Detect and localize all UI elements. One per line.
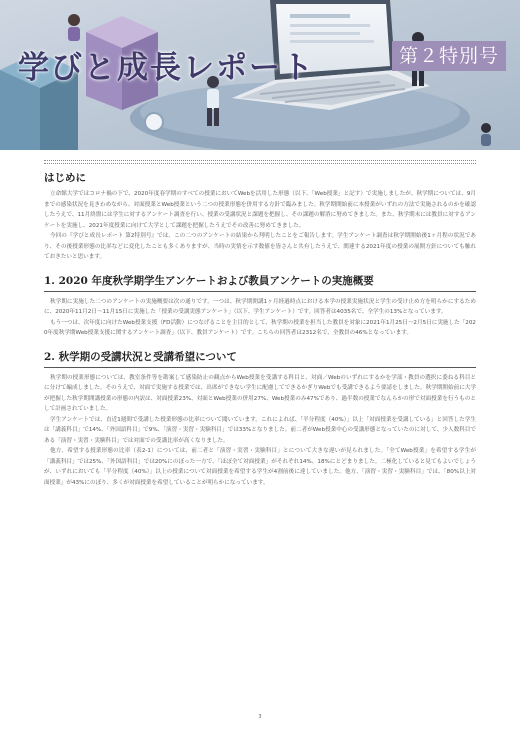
- intro-paragraph-1: 立命館大学ではコロナ禍の下で、2020年度春学期のすべての授業においてWebを活用した形態（以下、「Web授業」と記す）で実施しましたが、秋学期については、9月までの感染状況を見きわめながら、対面授業とWeb授業という二つの授業形態を併用する方針で臨みました。秋学期開始前に本授業がいずれの方法で実施されるのかを確認したうえで、11月終盤には学生に対するアンケート調査を行い、授業の受講状況と課題を把握し、その課題の解消に努めてきました。また、秋学期末には教員に対するアンケートを実施し、2021年度授業に向けて大学として課題を把握したうえでその改善に努めてきました。: [44, 191, 476, 229]
- section-2-paragraph-2: 学生アンケートでは、直近1週間で受講した授業形態の比率について聞いています。これによれば、「半分程度（40%）」以上「対面授業を受講している」と回答した学生は「講義科目」で14%、「外国語科目」で9%、「演習・実習・実験科目」では33%となりました。前二者がWeb授業中心の受講形態となっていたのに対して、少人数科目である「演習・実習・実験科目」では対面での受講比率が高くなりました。: [44, 416, 476, 444]
- report-title: 学びと成長レポート: [18, 50, 315, 86]
- intro-paragraph-2: 今回の『学びと成長レポート 第2特別号』では、この二つのアンケートの結果から判明したことをご報告します。学生アンケート調査は秋学期開始後1ヶ月程の状況であり、その後授業形態の比率などに変化したことも多くありますが、当時の実情を示す数値を皆さんと共有したうえで、関連する2021年度の授業の展開方針についても触れておきたいと思います。: [44, 233, 476, 260]
- section-1-heading: 1. 2020 年度秋学期学生アンケートおよび教員アンケートの実施概要: [44, 273, 476, 292]
- top-divider: [44, 160, 476, 164]
- section-2-heading: 2. 秋学期の受講状況と受講希望について: [44, 349, 476, 368]
- report-body: [44, 160, 476, 488]
- section-1-paragraph-2: もう一つは、次年度に向けたWeb授業支援（FD活動）につなげることを主目的として、秋学期の授業を担当した教員を対象に2021年1月25日～2月5日に実施した「2020年度秋学期Web授業支援に関するアンケート調査」（以下、教員アンケート）です。こちらの回答者は2312名で、全教員の46%となっています。: [44, 319, 476, 336]
- page-number: 3: [258, 714, 262, 720]
- intro-heading: はじめに: [44, 172, 86, 184]
- section-2-paragraph-3: 他方、希望する授業形態の比率（表2-1）については、前二者と「演習・実習・実験科目」とについて大きな違いが見られました。「全てWeb授業」を希望する学生が「講義科目」では25%、「外国語科目」では20%にのぼった一方で、「ほぼ全て対面授業」がそれぞれ14%、18%にとどまりました。二極化していると見てもよいでしょうが、いずれにおいても「半分程度（40%）」以上の授業について対面授業を希望する学生が4割前後に達していました。他方、「演習・実習・実験科目」では、「80%以上対面授業」が43%にのぼり、多くが対面授業を希望していることが明らかになっています。: [44, 448, 476, 486]
- special-issue-badge: 第２特別号: [392, 41, 506, 71]
- section-1-paragraph-1: 秋学期に実施した二つのアンケートの実施概要は次の通りです。一つは、秋学期開講1ヶ月経過時点における本学の授業実施状況と学生の受け止め方を明らかにするために、2020年11月2日～11月15日に実施した「授業の受講実態アンケート」（以下、学生アンケート）です。回答者は4035名で、全学生の13%となっています。: [44, 298, 476, 315]
- section-2-paragraph-1: 秋学期の授業形態については、教室条件等を勘案して感染防止の観点からWeb授業を受講する科目と、対面／Webのいずれにするかを学部・教員の選択に委ねる科目とに分けて編成しました。そのうえで、対面で実施する授業では、出席ができない学生に配慮してできるかぎりWebでも受講できるよう要請をしました。秋学期開始前に大学が把握した秋学期開講授業の形態の内訳は、対面授業23%、対面とWeb授業の併用27%、Web授業のみ47%であり、過半数の授業でなんらかの形で対面授業を行うものとして計画されていました。: [44, 374, 476, 412]
- header-banner: [0, 0, 520, 150]
